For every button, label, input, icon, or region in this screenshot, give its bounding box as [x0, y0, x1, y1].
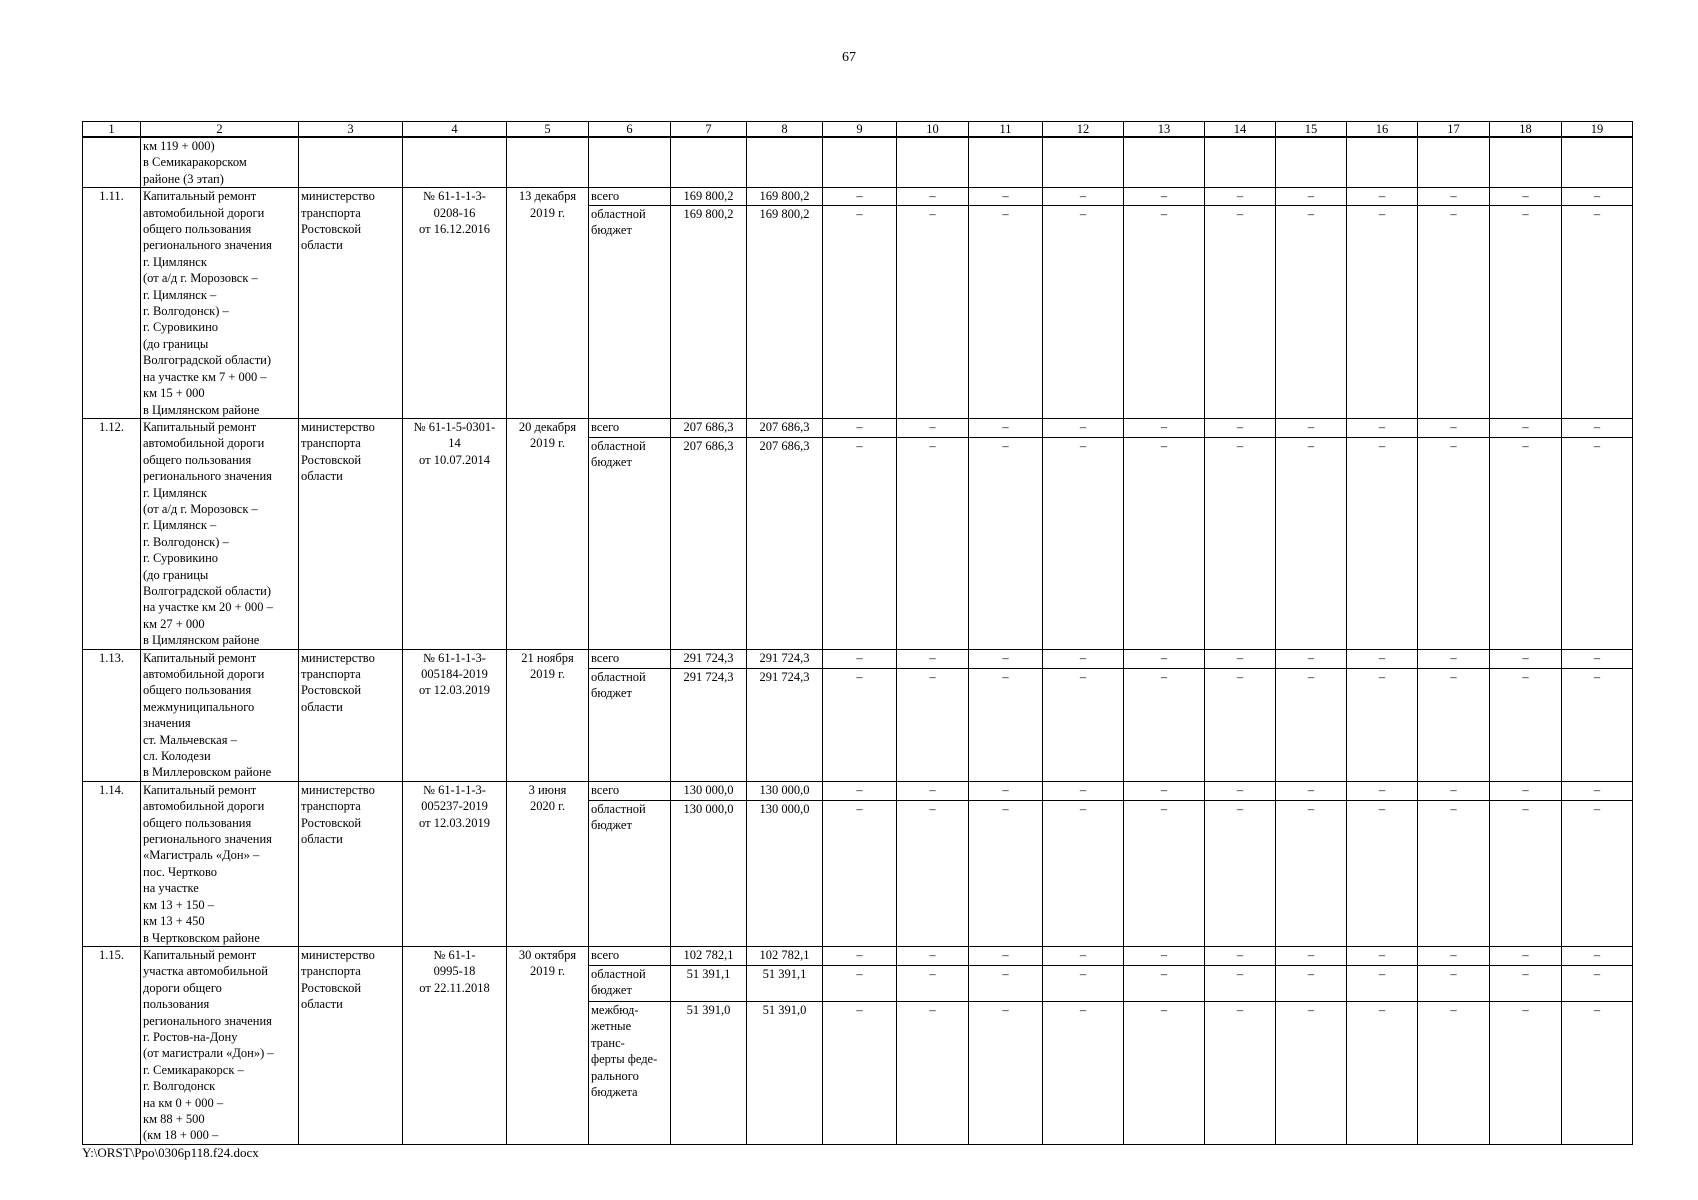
item-name: Капитальный ремонт автомобильной дороги общего пользования межмуниципального значения ст. Мальчевская – сл. Колодези в Миллеровском районе: [141, 649, 299, 781]
dash-cell: –: [1490, 668, 1562, 781]
dash-cell: –: [1276, 418, 1347, 437]
column-number: 18: [1490, 122, 1562, 138]
dash-cell: –: [1205, 205, 1276, 418]
dash-cell: –: [823, 800, 897, 946]
item-date: 13 декабря 2019 г.: [507, 188, 589, 419]
funding-source: всего: [589, 946, 671, 965]
dash-cell: –: [1562, 946, 1633, 965]
table-row: [83, 781, 1633, 800]
column-number: 2: [141, 122, 299, 138]
amount-v7: 207 686,3: [671, 437, 747, 649]
dash-cell: –: [823, 1001, 897, 1144]
column-number: 3: [299, 122, 403, 138]
dash-cell: –: [1347, 668, 1418, 781]
table-row: [83, 946, 1633, 965]
amount-v8: 51 391,1: [747, 965, 823, 1001]
dash-cell: –: [969, 188, 1043, 206]
amount-v7: 102 782,1: [671, 946, 747, 965]
dash-cell: –: [1418, 649, 1490, 668]
column-number: 17: [1418, 122, 1490, 138]
column-number: 11: [969, 122, 1043, 138]
dash-cell: –: [897, 188, 969, 206]
funding-source: межбюд- жетные транс- ферты феде- рального бюджета: [589, 1001, 671, 1144]
dash-cell: –: [1347, 418, 1418, 437]
dash-cell: –: [969, 965, 1043, 1001]
amount-v8: 51 391,0: [747, 1001, 823, 1144]
dash-cell: –: [1124, 946, 1205, 965]
amount-v8: 291 724,3: [747, 649, 823, 668]
column-number: 4: [403, 122, 507, 138]
dash-cell: –: [1276, 946, 1347, 965]
dash-cell: –: [1043, 965, 1124, 1001]
item-date: 21 ноября 2019 г.: [507, 649, 589, 781]
dash-cell: –: [969, 800, 1043, 946]
funding-source: областной бюджет: [589, 437, 671, 649]
dash-cell: –: [1276, 188, 1347, 206]
dash-cell: –: [1124, 800, 1205, 946]
dash-cell: –: [1347, 965, 1418, 1001]
dash-cell: –: [1205, 781, 1276, 800]
amount-v7: 207 686,3: [671, 418, 747, 437]
item-document: № 61-1- 0995-18 от 22.11.2018: [403, 946, 507, 1144]
column-number: 9: [823, 122, 897, 138]
dash-cell: –: [823, 437, 897, 649]
dash-cell: –: [1276, 781, 1347, 800]
dash-cell: –: [1490, 965, 1562, 1001]
dash-cell: –: [1562, 649, 1633, 668]
item-date: 20 декабря 2019 г.: [507, 418, 589, 649]
column-number: 6: [589, 122, 671, 138]
dash-cell: –: [1562, 800, 1633, 946]
dash-cell: –: [1418, 668, 1490, 781]
dash-cell: –: [1347, 188, 1418, 206]
amount-v8: 102 782,1: [747, 946, 823, 965]
dash-cell: –: [969, 668, 1043, 781]
dash-cell: –: [1562, 781, 1633, 800]
column-number: 7: [671, 122, 747, 138]
dash-cell: –: [1562, 965, 1633, 1001]
item-executor: министерство транспорта Ростовской области: [299, 649, 403, 781]
column-number: 14: [1205, 122, 1276, 138]
dash-cell: –: [1490, 418, 1562, 437]
dash-cell: –: [823, 965, 897, 1001]
funding-source: областной бюджет: [589, 965, 671, 1001]
amount-v7: 130 000,0: [671, 781, 747, 800]
dash-cell: –: [1418, 965, 1490, 1001]
funding-source: всего: [589, 188, 671, 206]
dash-cell: –: [1124, 649, 1205, 668]
column-number: 12: [1043, 122, 1124, 138]
amount-v8: 207 686,3: [747, 437, 823, 649]
dash-cell: –: [1043, 418, 1124, 437]
column-number: 1: [83, 122, 141, 138]
column-number: 16: [1347, 122, 1418, 138]
dash-cell: –: [1490, 781, 1562, 800]
dash-cell: –: [1418, 800, 1490, 946]
dash-cell: –: [823, 188, 897, 206]
page-number: 67: [842, 50, 856, 65]
dash-cell: –: [823, 946, 897, 965]
amount-v7: 291 724,3: [671, 649, 747, 668]
continuation-row: [83, 137, 1633, 188]
data-table: [82, 121, 1633, 1145]
item-number: 1.11.: [83, 188, 141, 419]
dash-cell: –: [1490, 946, 1562, 965]
item-document: № 61-1-5-0301- 14 от 10.07.2014: [403, 418, 507, 649]
dash-cell: –: [897, 1001, 969, 1144]
dash-cell: –: [1490, 1001, 1562, 1144]
item-name: Капитальный ремонт автомобильной дороги общего пользования регионального значения г. Цимлянск (от а/д г. Морозовск – г. Цимлянск – г. Волгодонск) – г. Суровикино (до границы Волгоградской области) на участке км 20 + 000 – км 27 + 000 в Цимлянском районе: [141, 418, 299, 649]
dash-cell: –: [1205, 649, 1276, 668]
dash-cell: –: [823, 418, 897, 437]
amount-v7: 169 800,2: [671, 188, 747, 206]
amount-v7: 169 800,2: [671, 205, 747, 418]
dash-cell: –: [1562, 668, 1633, 781]
dash-cell: –: [897, 205, 969, 418]
dash-cell: –: [1124, 965, 1205, 1001]
dash-cell: –: [1347, 946, 1418, 965]
dash-cell: –: [1124, 205, 1205, 418]
dash-cell: –: [1418, 188, 1490, 206]
item-date: 3 июня 2020 г.: [507, 781, 589, 946]
dash-cell: –: [1276, 965, 1347, 1001]
dash-cell: –: [897, 800, 969, 946]
table-row: [83, 188, 1633, 206]
dash-cell: –: [823, 668, 897, 781]
dash-cell: –: [1562, 205, 1633, 418]
dash-cell: –: [897, 649, 969, 668]
column-number: 10: [897, 122, 969, 138]
column-number: 5: [507, 122, 589, 138]
dash-cell: –: [1347, 781, 1418, 800]
dash-cell: –: [1043, 437, 1124, 649]
funding-source: областной бюджет: [589, 668, 671, 781]
dash-cell: –: [1276, 1001, 1347, 1144]
item-executor: министерство транспорта Ростовской области: [299, 781, 403, 946]
item-number: 1.15.: [83, 946, 141, 1144]
dash-cell: –: [1418, 1001, 1490, 1144]
dash-cell: –: [1490, 649, 1562, 668]
amount-v7: 291 724,3: [671, 668, 747, 781]
dash-cell: –: [897, 946, 969, 965]
amount-v7: 130 000,0: [671, 800, 747, 946]
amount-v8: 169 800,2: [747, 205, 823, 418]
dash-cell: –: [823, 649, 897, 668]
dash-cell: –: [1205, 188, 1276, 206]
item-executor: министерство транспорта Ростовской области: [299, 946, 403, 1144]
dash-cell: –: [897, 965, 969, 1001]
dash-cell: –: [1205, 965, 1276, 1001]
dash-cell: –: [1276, 437, 1347, 649]
dash-cell: –: [1490, 205, 1562, 418]
item-name: Капитальный ремонт участка автомобильной дороги общего пользования регионального значения г. Ростов-на-Дону (от магистрали «Дон») – г. Семикаракорск – г. Волгодонск на км 0 + 000 – км 88 + 500 (км 18 + 000 –: [141, 946, 299, 1144]
dash-cell: –: [1562, 1001, 1633, 1144]
column-number: 19: [1562, 122, 1633, 138]
item-document: № 61-1-1-3- 005184-2019 от 12.03.2019: [403, 649, 507, 781]
item-number: 1.14.: [83, 781, 141, 946]
dash-cell: –: [969, 418, 1043, 437]
dash-cell: –: [1124, 1001, 1205, 1144]
amount-v8: 130 000,0: [747, 781, 823, 800]
dash-cell: –: [1276, 668, 1347, 781]
dash-cell: –: [1347, 800, 1418, 946]
dash-cell: –: [969, 205, 1043, 418]
dash-cell: –: [969, 781, 1043, 800]
dash-cell: –: [969, 437, 1043, 649]
dash-cell: –: [1043, 1001, 1124, 1144]
table-row: [83, 418, 1633, 437]
item-document: № 61-1-1-3- 0208-16 от 16.12.2016: [403, 188, 507, 419]
item-name: Капитальный ремонт автомобильной дороги общего пользования регионального значения г. Цимлянск (от а/д г. Морозовск – г. Цимлянск – г. Волгодонск) – г. Суровикино (до границы Волгоградской области) на участке км 7 + 000 – км 15 + 000 в Цимлянском районе: [141, 188, 299, 419]
dash-cell: –: [1418, 781, 1490, 800]
dash-cell: –: [897, 437, 969, 649]
dash-cell: –: [969, 1001, 1043, 1144]
amount-v8: 291 724,3: [747, 668, 823, 781]
dash-cell: –: [823, 205, 897, 418]
dash-cell: –: [1205, 668, 1276, 781]
dash-cell: –: [1347, 437, 1418, 649]
dash-cell: –: [1347, 649, 1418, 668]
dash-cell: –: [1043, 781, 1124, 800]
dash-cell: –: [1205, 1001, 1276, 1144]
funding-source: областной бюджет: [589, 205, 671, 418]
item-document: № 61-1-1-3- 005237-2019 от 12.03.2019: [403, 781, 507, 946]
amount-v8: 169 800,2: [747, 188, 823, 206]
dash-cell: –: [1562, 188, 1633, 206]
dash-cell: –: [1205, 946, 1276, 965]
column-number: 13: [1124, 122, 1205, 138]
table-row: [83, 649, 1633, 668]
dash-cell: –: [1124, 781, 1205, 800]
footer-file-path: Y:\ORST\Ppo\0306p118.f24.docx: [82, 1145, 259, 1160]
dash-cell: –: [1043, 668, 1124, 781]
continuation-name: км 119 + 000) в Семикаракорском районе (3 этап): [141, 137, 299, 188]
dash-cell: –: [1124, 668, 1205, 781]
dash-cell: –: [1418, 437, 1490, 649]
dash-cell: –: [1276, 800, 1347, 946]
item-executor: министерство транспорта Ростовской области: [299, 188, 403, 419]
dash-cell: –: [1418, 418, 1490, 437]
dash-cell: –: [897, 418, 969, 437]
item-name: Капитальный ремонт автомобильной дороги общего пользования регионального значения «Магистраль «Дон» – пос. Чертково на участке км 13 + 150 – км 13 + 450 в Чертковском районе: [141, 781, 299, 946]
dash-cell: –: [1347, 1001, 1418, 1144]
dash-cell: –: [823, 781, 897, 800]
dash-cell: –: [1276, 205, 1347, 418]
funding-source: всего: [589, 418, 671, 437]
dash-cell: –: [1276, 649, 1347, 668]
dash-cell: –: [1043, 946, 1124, 965]
dash-cell: –: [1205, 437, 1276, 649]
dash-cell: –: [1205, 418, 1276, 437]
dash-cell: –: [1124, 188, 1205, 206]
item-date: 30 октября 2019 г.: [507, 946, 589, 1144]
item-number: 1.12.: [83, 418, 141, 649]
dash-cell: –: [897, 781, 969, 800]
dash-cell: –: [1124, 437, 1205, 649]
item-executor: министерство транспорта Ростовской области: [299, 418, 403, 649]
dash-cell: –: [1043, 800, 1124, 946]
amount-v8: 207 686,3: [747, 418, 823, 437]
funding-source: областной бюджет: [589, 800, 671, 946]
dash-cell: –: [1490, 437, 1562, 649]
dash-cell: –: [1562, 418, 1633, 437]
dash-cell: –: [1418, 946, 1490, 965]
column-number: 8: [747, 122, 823, 138]
dash-cell: –: [1347, 205, 1418, 418]
dash-cell: –: [1043, 188, 1124, 206]
dash-cell: –: [1043, 205, 1124, 418]
column-number: 15: [1276, 122, 1347, 138]
dash-cell: –: [1043, 649, 1124, 668]
item-number: 1.13.: [83, 649, 141, 781]
column-number-row: [83, 122, 1633, 138]
amount-v8: 130 000,0: [747, 800, 823, 946]
funding-source: всего: [589, 649, 671, 668]
amount-v7: 51 391,0: [671, 1001, 747, 1144]
dash-cell: –: [969, 946, 1043, 965]
dash-cell: –: [1418, 205, 1490, 418]
dash-cell: –: [1562, 437, 1633, 649]
amount-v7: 51 391,1: [671, 965, 747, 1001]
dash-cell: –: [1490, 800, 1562, 946]
dash-cell: –: [1205, 800, 1276, 946]
funding-source: всего: [589, 781, 671, 800]
dash-cell: –: [1490, 188, 1562, 206]
dash-cell: –: [897, 668, 969, 781]
dash-cell: –: [1124, 418, 1205, 437]
dash-cell: –: [969, 649, 1043, 668]
